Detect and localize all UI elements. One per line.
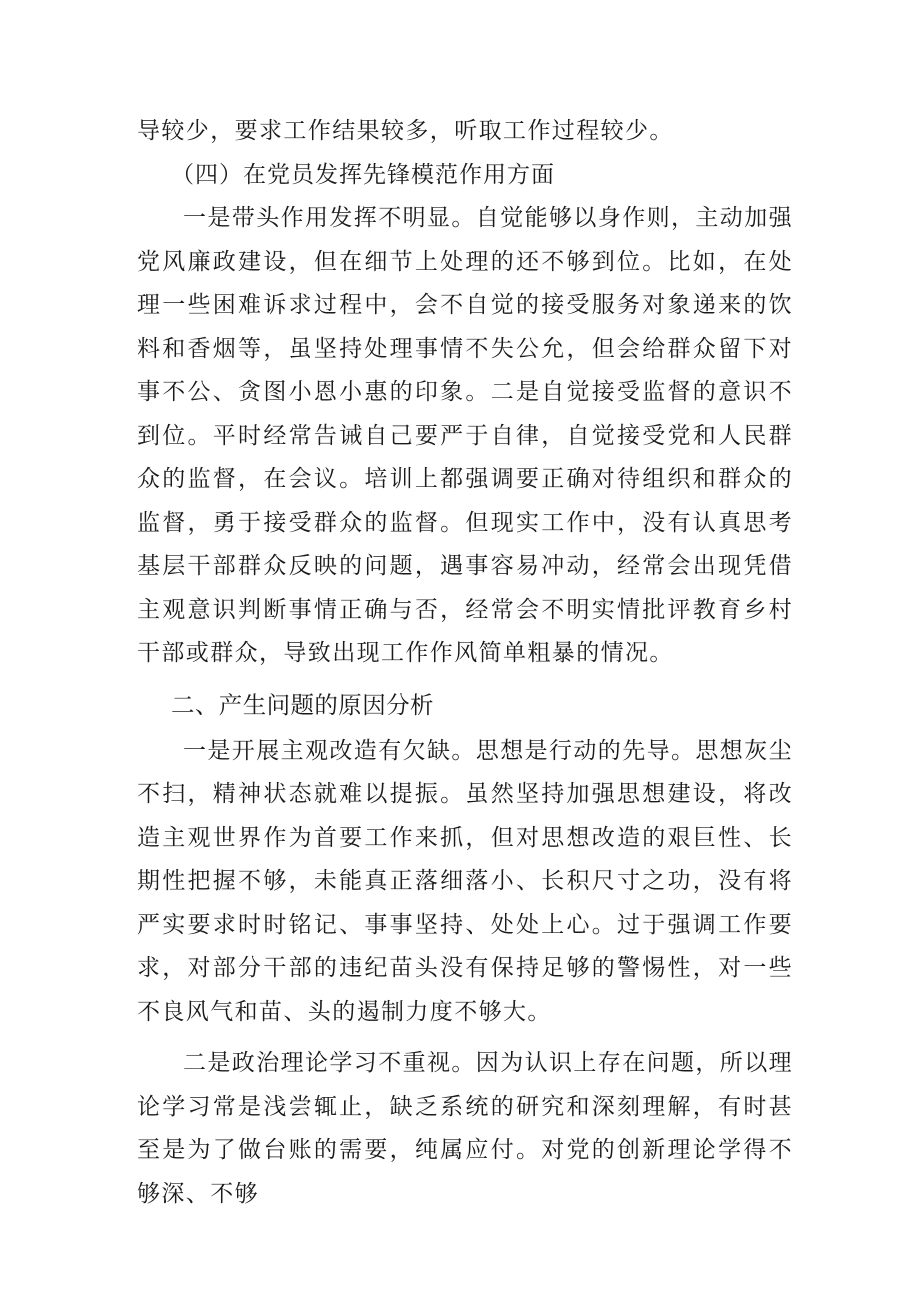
- section-subheading: （四）在党员发挥先锋模范作用方面: [171, 161, 555, 188]
- paragraph: 二是政治理论学习不重视。因为认识上存在问题，所以理论学习常是浅尝辄止，缺乏系统的研究和深刻理解，有时甚至是为了做台账的需要，纯属应付。对党的创新理论学得不够深、不够: [137, 1050, 793, 1207]
- document-body: [137, 110, 793, 1216]
- paragraph: 一是开展主观改造有欠缺。思想是行动的先导。思想灰尘不扫，精神状态就难以提振。虽然坚持加强思想建设，将改造主观世界作为首要工作来抓，但对思想改造的艰巨性、长期性把握不够，未能真正落细落小、长积尺寸之功，没有将严实要求时时铭记、事事坚持、处处上心。过于强调工作要求，对部分干部的违纪苗头没有保持足够的警惕性，对一些不良风气和苗、头的遏制力度不够大。: [137, 737, 793, 1025]
- section-heading: 二、产生问题的原因分析: [171, 690, 434, 719]
- paragraph: 一是带头作用发挥不明显。自觉能够以身作则，主动加强党风廉政建设，但在细节上处理的还不够到位。比如，在处理一些困难诉求过程中，会不自觉的接受服务对象递来的饮料和香烟等，虽坚持处理事情不失公允，但会给群众留下对事不公、贪图小恩小惠的印象。二是自觉接受监督的意识不到位。平时经常告诫自己要严于自律，自觉接受党和人民群众的监督，在会议。培训上都强调要正确对待组织和群众的监督，勇于接受群众的监督。但现实工作中，没有认真思考基层干部群众反映的问题，遇事容易冲动，经常会出现凭借主观意识判断事情正确与否，经常会不明实情批评教育乡村干部或群众，导致出现工作作风简单粗暴的情况。: [137, 205, 793, 666]
- paragraph-continuation: 导较少，要求工作结果较多，听取工作过程较少。: [137, 118, 674, 144]
